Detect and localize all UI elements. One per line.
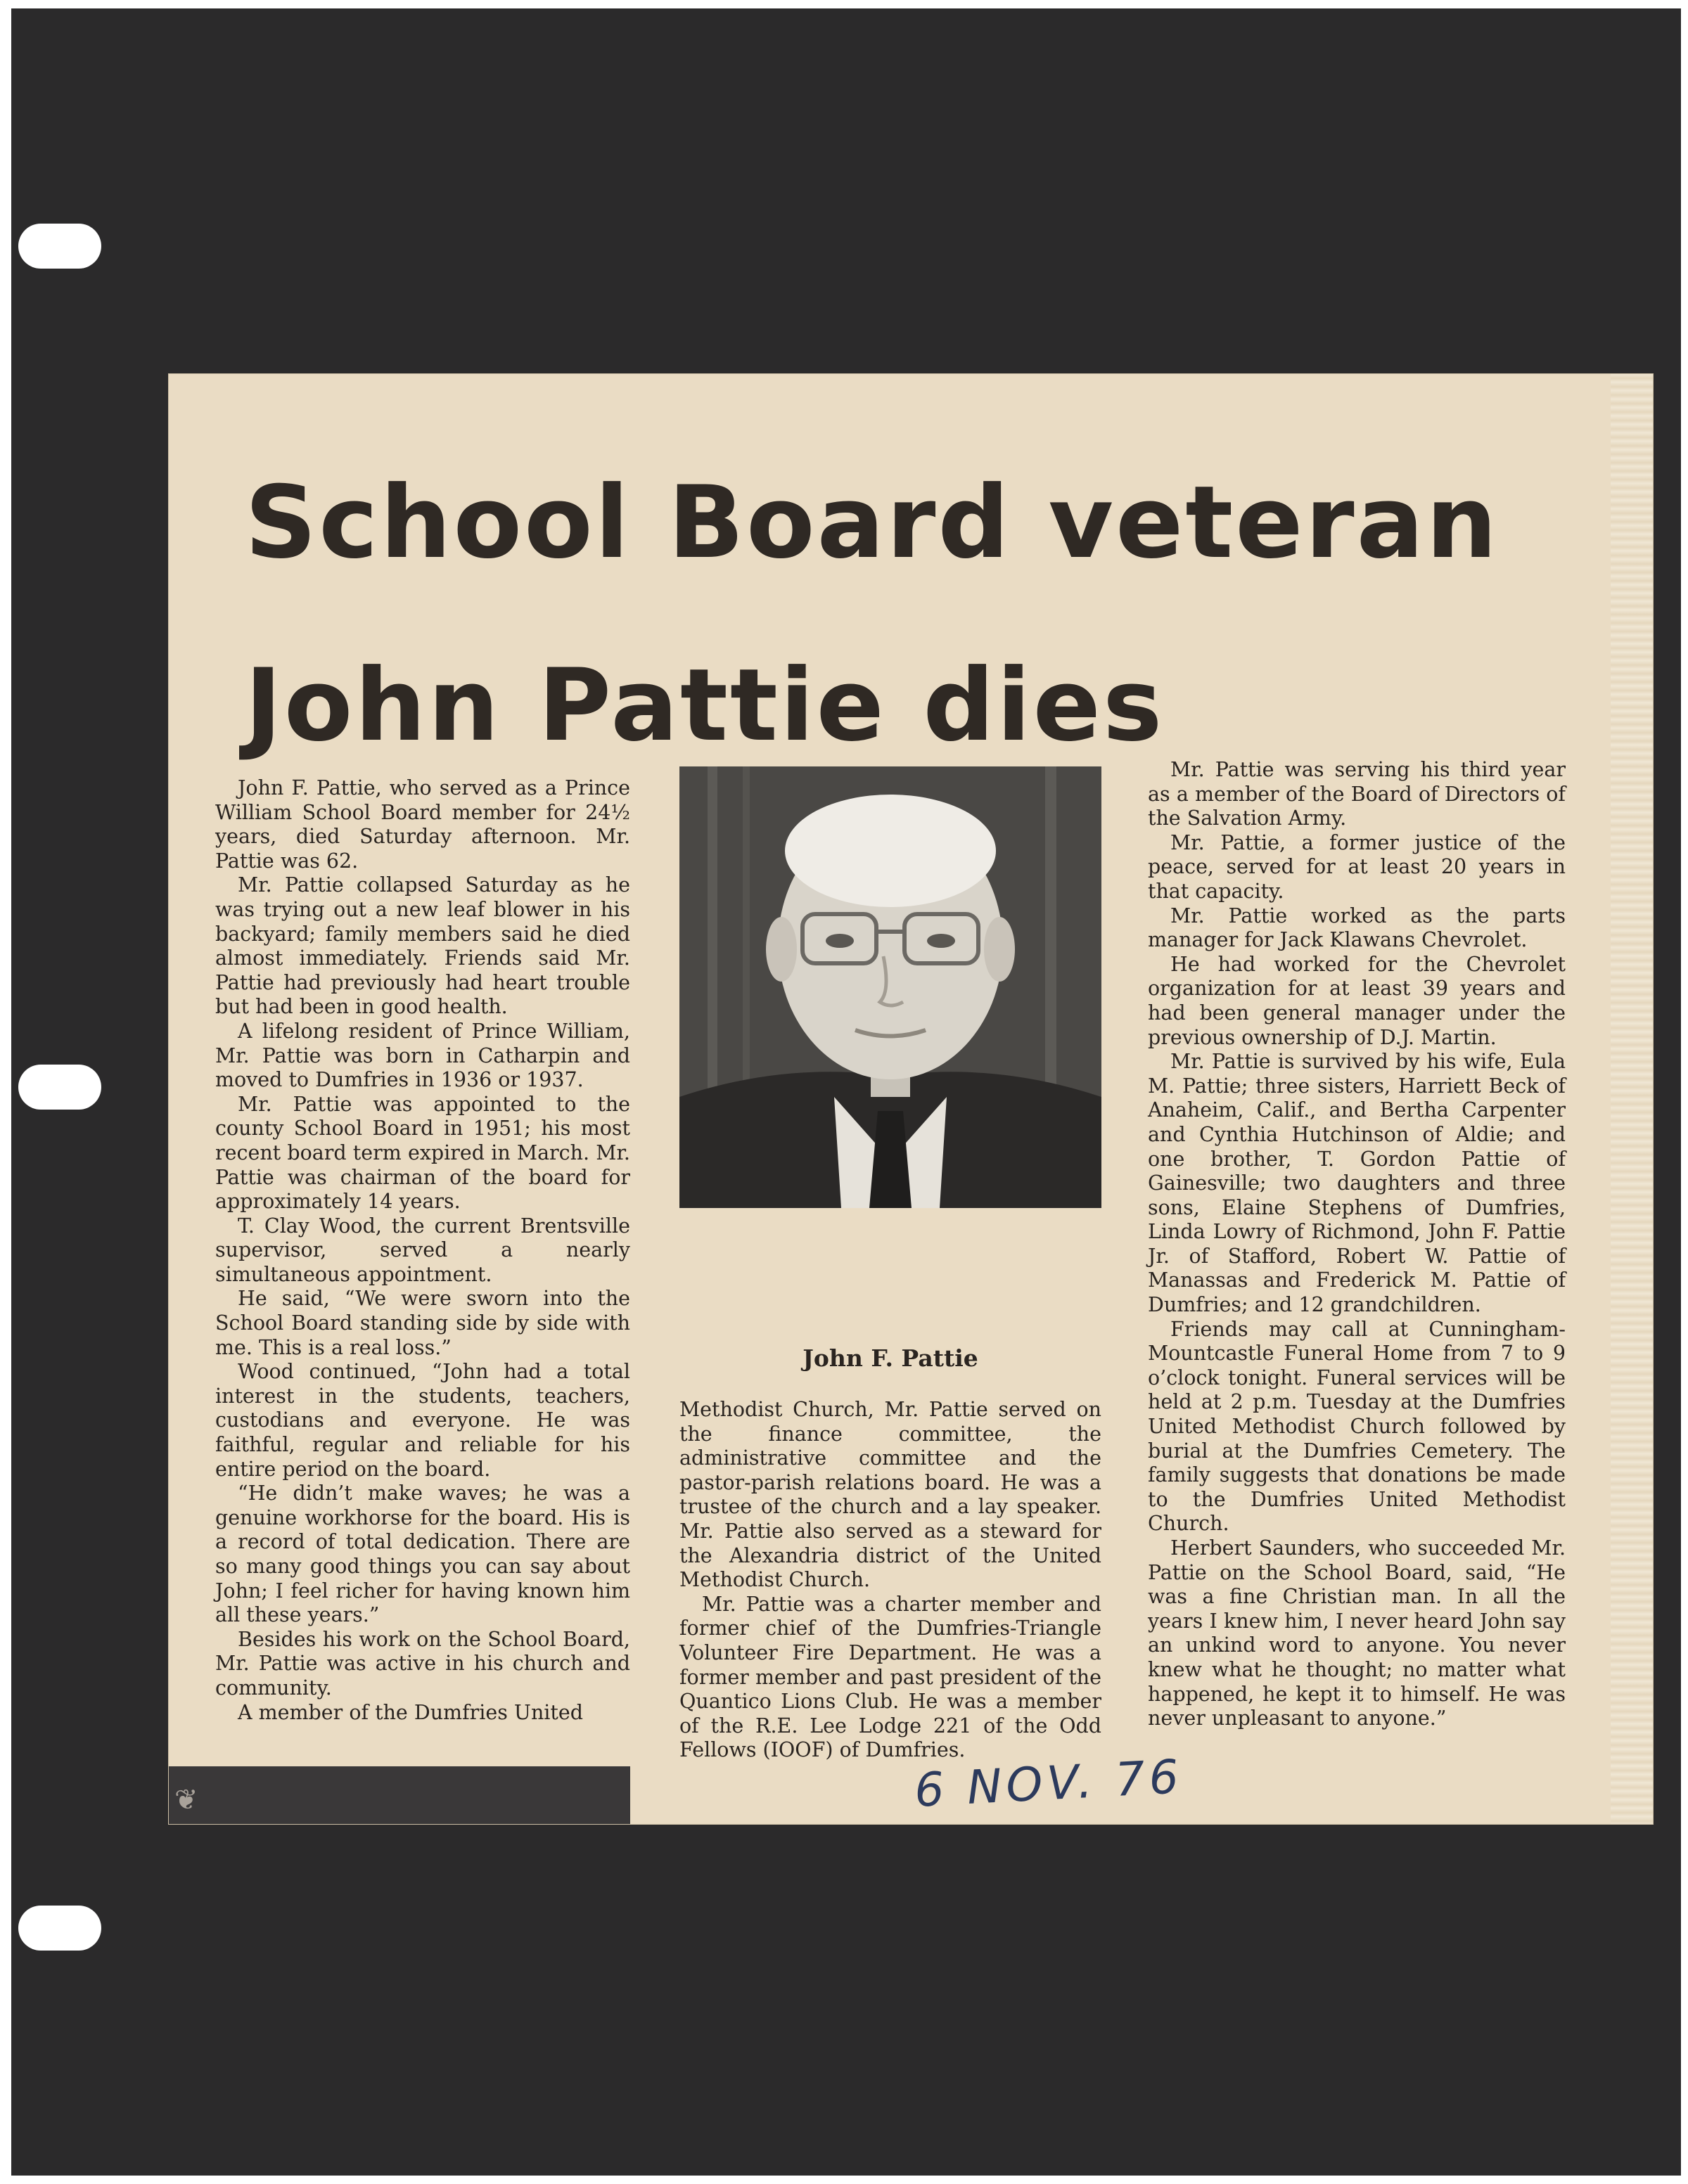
paragraph: Friends may call at Cunningham-Mountcastle Funeral Home from 7 to 9 o’clock tonight. Funeral services will be held at 2 p.m. Tuesday at the Dumfries United Methodist Church followed by burial at the Dumfries Cemetery. The family suggests that donations be made to the Dumfries United Methodist Church. — [1148, 1317, 1566, 1536]
article-column-2 — [679, 1398, 1101, 1763]
paragraph: Mr. Pattie collapsed Saturday as he was trying out a new leaf blower in his backyard; family members said he died almost immediately. Friends said Mr. Pattie had previously had heart trouble but had been in good health. — [215, 873, 630, 1019]
paragraph: Besides his work on the School Board, Mr. Pattie was active in his church and community. — [215, 1627, 630, 1700]
paragraph: Mr. Pattie was a charter member and former chief of the Dumfries-Triangle Volunteer Fire Department. He was a former member and past president of the Quantico Lions Club. He was a member of the R.E. Lee Lodge 221 of the Odd Fellows (IOOF) of Dumfries. — [679, 1592, 1101, 1762]
paragraph: Herbert Saunders, who succeeded Mr. Pattie on the School Board, said, “He was a fine Christian man. In all the years I knew him, I never heard John say an unkind word to anyone. You never knew what he thought; no matter what happened, he kept it to himself. He was never unpleasant to anyone.” — [1148, 1536, 1566, 1730]
printer-mark-icon: ❦ — [174, 1784, 198, 1816]
paragraph: John F. Pattie, who served as a Prince William School Board member for 24½ years, died Saturday afternoon. Mr. Pattie was 62. — [215, 776, 630, 873]
article-column-3 — [1148, 758, 1566, 1731]
binder-hole-bottom — [18, 1906, 101, 1951]
clipping-cut-corner — [169, 1766, 630, 1824]
clipping-torn-edge — [1611, 374, 1653, 1824]
paragraph: T. Clay Wood, the current Brentsville supervisor, served a nearly simultaneous appointment. — [215, 1214, 630, 1286]
paragraph: Methodist Church, Mr. Pattie served on the finance committee, the administrative committee and the pastor-parish relations board. He was a trustee of the church and a lay speaker. Mr. Pattie also served as a steward for the Alexandria district of the United Methodist Church. — [679, 1398, 1101, 1592]
headline-line-2: John Pattie dies — [245, 648, 1165, 764]
paragraph: Mr. Pattie worked as the parts manager for Jack Klawans Chevrolet. — [1148, 904, 1566, 952]
binder-hole-middle — [18, 1065, 101, 1110]
newspaper-clipping — [169, 374, 1653, 1824]
portrait-photo — [679, 766, 1101, 1208]
paragraph: Mr. Pattie is survived by his wife, Eula M. Pattie; three sisters, Harriett Beck of Anaheim, Calif., and Bertha Carpenter and Cynthia Hutchinson of Aldie; and one brother, T. Gordon Pattie of Gainesville; two daughters and three sons, Elaine Stephens of Dumfries, Linda Lowry of Richmond, John F. Pattie Jr. of Stafford, Robert W. Pattie of Manassas and Frederick M. Pattie of Dumfries; and 12 grandchildren. — [1148, 1050, 1566, 1317]
paragraph: A member of the Dumfries United — [238, 1700, 583, 1724]
paragraph: Mr. Pattie was appointed to the county School Board in 1951; his most recent board term expired in March. Mr. Pattie was chairman of the board for approximately 14 years. — [215, 1092, 630, 1214]
paragraph: A lifelong resident of Prince William, Mr. Pattie was born in Catharpin and moved to Dumfries in 1936 or 1937. — [215, 1019, 630, 1092]
photo-caption: John F. Pattie — [803, 1344, 978, 1372]
paragraph: He had worked for the Chevrolet organization for at least 39 years and had been general manager under the previous ownership of D.J. Martin. — [1148, 952, 1566, 1049]
paragraph: “He didn’t make waves; he was a genuine workhorse for the board. His is a record of total dedication. There are so many good things you can say about John; I feel richer for having known him all these years.” — [215, 1482, 630, 1627]
paragraph: He said, “We were sworn into the School Board standing side by side with me. This is a real loss.” — [215, 1287, 630, 1359]
paragraph: Mr. Pattie, a former justice of the peace, served for at least 20 years in that capacity. — [1148, 830, 1566, 903]
portrait-image — [679, 766, 1101, 1208]
headline-line-1: School Board veteran — [245, 465, 1500, 581]
paragraph: Wood continued, “John had a total interest in the students, teachers, custodians and everyone. He was faithful, regular and reliable for his entire period on the board. — [215, 1360, 630, 1481]
headline — [245, 432, 1581, 797]
binder-hole-top — [18, 224, 101, 269]
article-column-1 — [215, 776, 630, 1725]
handwritten-date: 6 NOV. 76 — [913, 1749, 1184, 1818]
paragraph: Mr. Pattie was serving his third year as a member of the Board of Directors of the Salvation Army. — [1148, 758, 1566, 830]
